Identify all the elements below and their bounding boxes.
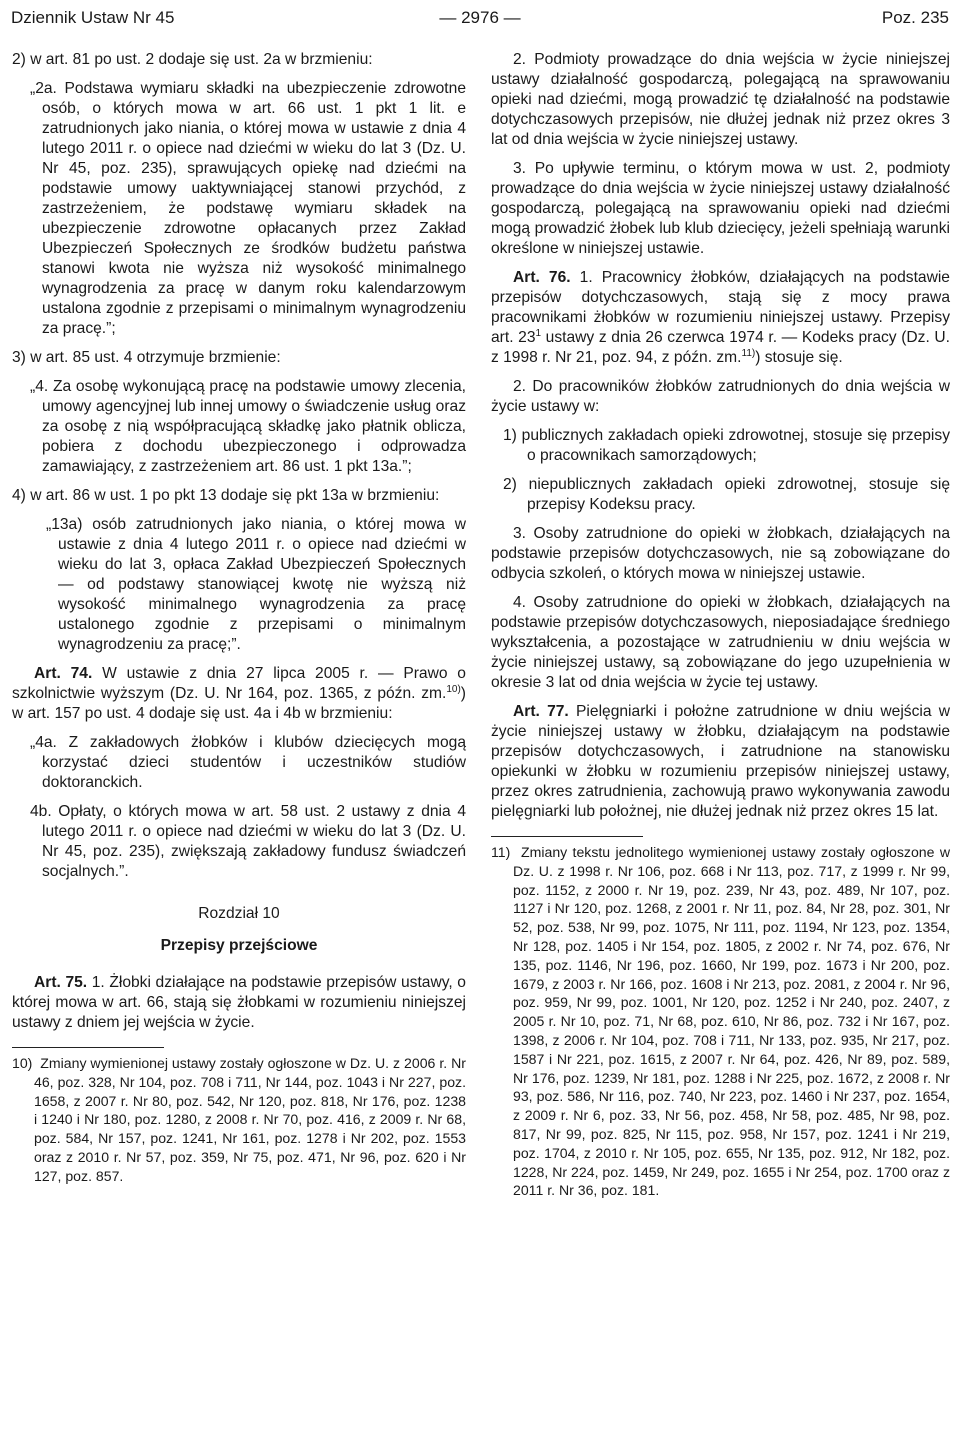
chapter-title: Przepisy przejściowe xyxy=(160,937,318,954)
amendment-point-2: 2) w art. 81 po ust. 2 dodaje się ust. 2a w brzmieniu: xyxy=(12,51,373,68)
list-item-1: 1) publicznych zakładach opieki zdrowotnej, stosuje się przepisy o pracownikach samorządowych; xyxy=(503,427,950,464)
footnote-ref-11: 11) xyxy=(741,347,756,359)
right-column xyxy=(491,50,950,1200)
article-77-text: Pielęgniarki i położne zatrudnione w dniu wejścia w życie niniejszej ustawy w żłobku, działającym na podstawie przepisów dotychczasowych, i zatrudnione na stanowisku opiekunki w żłobku w rozumieniu przepisów niniejszej ustawy, przez okres zatrudnienia, zachowują prawo wykonywania zawodu pielęgniarki lub położnej, nie dłużej jednak niż przez okres 15 lat. xyxy=(491,703,951,820)
footnote-divider xyxy=(491,836,643,837)
article-77-label: Art. 77. xyxy=(513,703,569,720)
article-75-label: Art. 75. xyxy=(34,974,88,991)
page-number: — 2976 — xyxy=(439,8,521,27)
article-75-text: 1. Żłobki działające na podstawie przepisów ustawy, o której mowa w art. 66, stają się żłobkami w rozumieniu niniejszej ustawy z dniem jej wejścia w życie. xyxy=(12,974,466,1031)
article-75 xyxy=(12,973,466,1033)
article-76-label: Art. 76. xyxy=(513,269,571,286)
footnote-10-mark: 10) xyxy=(12,1055,33,1071)
article-76-paragraph-3: 3. Osoby zatrudnione do opieki w żłobkach, działających na podstawie przepisów dotychczasowych, nie są zobowiązane do odbycia szkoleń, o których mowa w niniejszej ustawie. xyxy=(491,525,950,582)
footnote-11-mark: 11) xyxy=(491,844,511,860)
list-item-2: 2) niepublicznych zakładach opieki zdrowotnej, stosuje się przepisy Kodeksu pracy. xyxy=(503,476,950,513)
footnote-ref-10: 10) xyxy=(446,683,461,695)
chapter-number: Rozdział 10 xyxy=(198,905,280,922)
superscript-1: 1 xyxy=(535,327,542,339)
quoted-paragraph-4: „4. Za osobę wykonującą pracę na podstawie umowy zlecenia, umowy agencyjnej lub innej umowy o świadczenie usług oraz za osobę z nią współpracującą składkę jako płatnik oblicza, pobiera z dochodu ubezpieczonego i odprowadza zamawiający, z zastrzeżeniem art. 86 ust. 1 pkt 13a.”; xyxy=(30,378,466,475)
position-number: Poz. 235 xyxy=(881,8,949,27)
article-74-text-b: ) w art. 157 po ust. 4 dodaje się ust. 4a i 4b w brzmieniu: xyxy=(12,685,466,722)
footnote-10-text: Zmiany wymienionej ustawy zostały ogłoszone w Dz. U. z 2006 r. Nr 46, poz. 328, Nr 104, poz. 708 i 711, Nr 144, poz. 1043 i Nr 227, poz. 1658, z 2007 r. Nr 80, poz. 542, Nr 120, poz. 818, Nr 176, poz. 1238 i 1240 i Nr 180, poz. 1280, z 2008 r. Nr 70, poz. 416, z 2009 r. Nr 68, poz. 584, Nr 157, poz. 1241, Nr 161, poz. 1278 i Nr 202, poz. 1553 oraz z 2010 r. Nr 57, poz. 359, Nr 75, poz. 471, Nr 96, poz. 620 i Nr 127, poz. 857. xyxy=(34,1055,466,1184)
quoted-paragraph-2a: „2a. Podstawa wymiaru składki na ubezpieczenie zdrowotne osób, o których mowa w art. 66 ust. 1 pkt 1 lit. e zatrudnionych jako niania, o której mowa w ustawie z dnia 4 lutego 2011 r. o opiece nad dziećmi w wieku do lat 3 (Dz. U. Nr 45, poz. 235), sprawujących opiekę nad dziećmi na podstawie umowy uaktywniającej stanowi przychód, z zastrzeżeniem, że podstawę wymiaru składek na ubezpieczenie zdrowotne opłacanych przez Zakład Ubezpieczeń Społecznych ze środków budżetu państwa stanowi kwota nie wyższa niż wysokość minimalnego wynagrodzenia za pracę w danym roku kalendarzowym ustalona zgodnie z przepisami o minimalnym wynagrodzeniu za pracę.”; xyxy=(30,80,466,337)
article-75-paragraph-3: 3. Po upływie terminu, o którym mowa w ust. 2, podmioty prowadzące do dnia wejścia w życie niniejszej ustawy działalność gospodarczą, polegającą na sprawowaniu opieki nad dziećmi mogą prowadzić żłobek lub klub dziecięcy, jeżeli spełniają warunki określone w niniejszej ustawie. xyxy=(491,160,950,257)
article-76-text-b: ustawy z dnia 26 czerwca 1974 r. — Kodeks pracy (Dz. U. z 1998 r. Nr 21, poz. 94, z późn. zm. xyxy=(491,329,950,366)
article-76-paragraph-2: 2. Do pracowników żłobków zatrudnionych do dnia wejścia w życie ustawy w: xyxy=(491,378,950,415)
amendment-point-3: 3) w art. 85 ust. 4 otrzymuje brzmienie: xyxy=(12,349,281,366)
journal-title: Dziennik Ustaw Nr 45 xyxy=(11,8,175,27)
article-76-paragraph-4: 4. Osoby zatrudnione do opieki w żłobkach, działających na podstawie przepisów dotychczasowych, nieposiadające średniego wykształcenia, a pozostające w zatrudnieniu w dniu wejścia w życie niniejszej ustawy, są zobowiązane do jego uzupełnienia w okresie 3 lat od dnia wejścia w życie tej ustawy. xyxy=(491,594,950,691)
article-76-text-a: 1. Pracownicy żłobków, działających na podstawie przepisów dotychczasowych, stają się z mocy prawa pracownikami żłobków w rozumieniu niniejszej ustawy. Przepisy art. 23 xyxy=(491,269,950,346)
footnote-divider xyxy=(12,1047,164,1048)
quoted-paragraph-4b: 4b. Opłaty, o których mowa w art. 58 ust. 2 ustawy z dnia 4 lutego 2011 r. o opiece nad dziećmi w wieku do lat 3 (Dz. U. Nr 45, poz. 235), zwiększają zakładowy fundusz świadczeń socjalnych.”. xyxy=(30,803,466,880)
article-74 xyxy=(12,664,466,724)
article-76-text-c: ) stosuje się. xyxy=(755,349,843,366)
page-header xyxy=(11,6,949,34)
quoted-point-13a: „13a) osób zatrudnionych jako niania, o której mowa w ustawie z dnia 4 lutego 2011 r. o opiece nad dziećmi w wieku do lat 3, opłaca Zakład Ubezpieczeń Społecznych — od podstawy stanowiącej kwotę nie wyższą niż wysokość minimalnego wynagrodzenia za pracę ustalonego zgodnie z przepisami o minimalnym wynagrodzeniu za pracę;”. xyxy=(46,516,466,653)
left-column xyxy=(12,50,466,1186)
footnote-11 xyxy=(491,843,950,1200)
footnote-11-text: Zmiany tekstu jednolitego wymienionej ustawy zostały ogłoszone w Dz. U. z 1998 r. Nr 106, poz. 668 i Nr 113, poz. 717, z 1999 r. Nr 99, poz. 1152, z 2000 r. Nr 19, poz. 239, Nr 43, poz. 489, Nr 107, poz. 1127 i Nr 120, poz. 1268, z 2001 r. Nr 11, poz. 84, Nr 28, poz. 301, Nr 52, poz. 538, Nr 99, poz. 1075, Nr 111, poz. 1194, Nr 123, poz. 1354, Nr 128, poz. 1405 i Nr 154, poz. 1805, z 2002 r. Nr 74, poz. 676, Nr 135, poz. 1146, Nr 196, poz. 1660, Nr 199, poz. 1673 i Nr 200, poz. 1679, z 2003 r. Nr 166, poz. 1608 i Nr 213, poz. 2081, z 2004 r. Nr 96, poz. 959, Nr 99, poz. 1001, Nr 120, poz. 1252 i Nr 240, poz. 2407, z 2005 r. Nr 10, poz. 71, Nr 68, poz. 610, Nr 86, poz. 732 i Nr 167, poz. 1398, z 2006 r. Nr 104, poz. 708 i 711, Nr 133, poz. 935, Nr 217, poz. 1587 i Nr 221, poz. 1615, z 2007 r. Nr 64, poz. 426, Nr 89, poz. 589, Nr 176, poz. 1239, Nr 181, poz. 1288 i Nr 225, poz. 1672, z 2008 r. Nr 93, poz. 586, Nr 116, poz. 740, Nr 223, poz. 1460 i Nr 237, poz. 1654, z 2009 r. Nr 6, poz. 33, Nr 56, poz. 458, Nr 58, poz. 485, Nr 98, poz. 817, Nr 99, poz. 825, Nr 115, poz. 958, Nr 157, poz. 1241 i Nr 219, poz. 1704, z 2010 r. Nr 105, poz. 655, Nr 135, poz. 912, Nr 182, poz. 1228, Nr 224, poz. 1459, Nr 249, poz. 1655 i Nr 254, poz. 1700 oraz z 2011 r. Nr 36, poz. 181. xyxy=(513,844,950,1199)
article-75-paragraph-2: 2. Podmioty prowadzące do dnia wejścia w życie niniejszej ustawy działalność gospodarczą, polegającą na sprawowaniu opieki nad dziećmi, mogą prowadzić tę działalność na podstawie dotychczasowych przepisów, nie dłużej jednak niż przez okres 3 lat od dnia wejścia w życie niniejszej ustawy. xyxy=(491,51,950,148)
amendment-point-4: 4) w art. 86 w ust. 1 po pkt 13 dodaje się pkt 13a w brzmieniu: xyxy=(12,487,440,504)
footnote-10 xyxy=(12,1054,466,1186)
article-74-text-a: W ustawie z dnia 27 lipca 2005 r. — Prawo o szkolnictwie wyższym (Dz. U. Nr 164, poz. 1365, z późn. zm. xyxy=(12,665,466,702)
quoted-paragraph-4a: „4a. Z zakładowych żłobków i klubów dziecięcych mogą korzystać dzieci studentów i uczestników studiów doktoranckich. xyxy=(30,734,466,791)
article-74-label: Art. 74. xyxy=(34,665,93,682)
article-76 xyxy=(491,268,950,368)
article-77 xyxy=(491,702,950,822)
